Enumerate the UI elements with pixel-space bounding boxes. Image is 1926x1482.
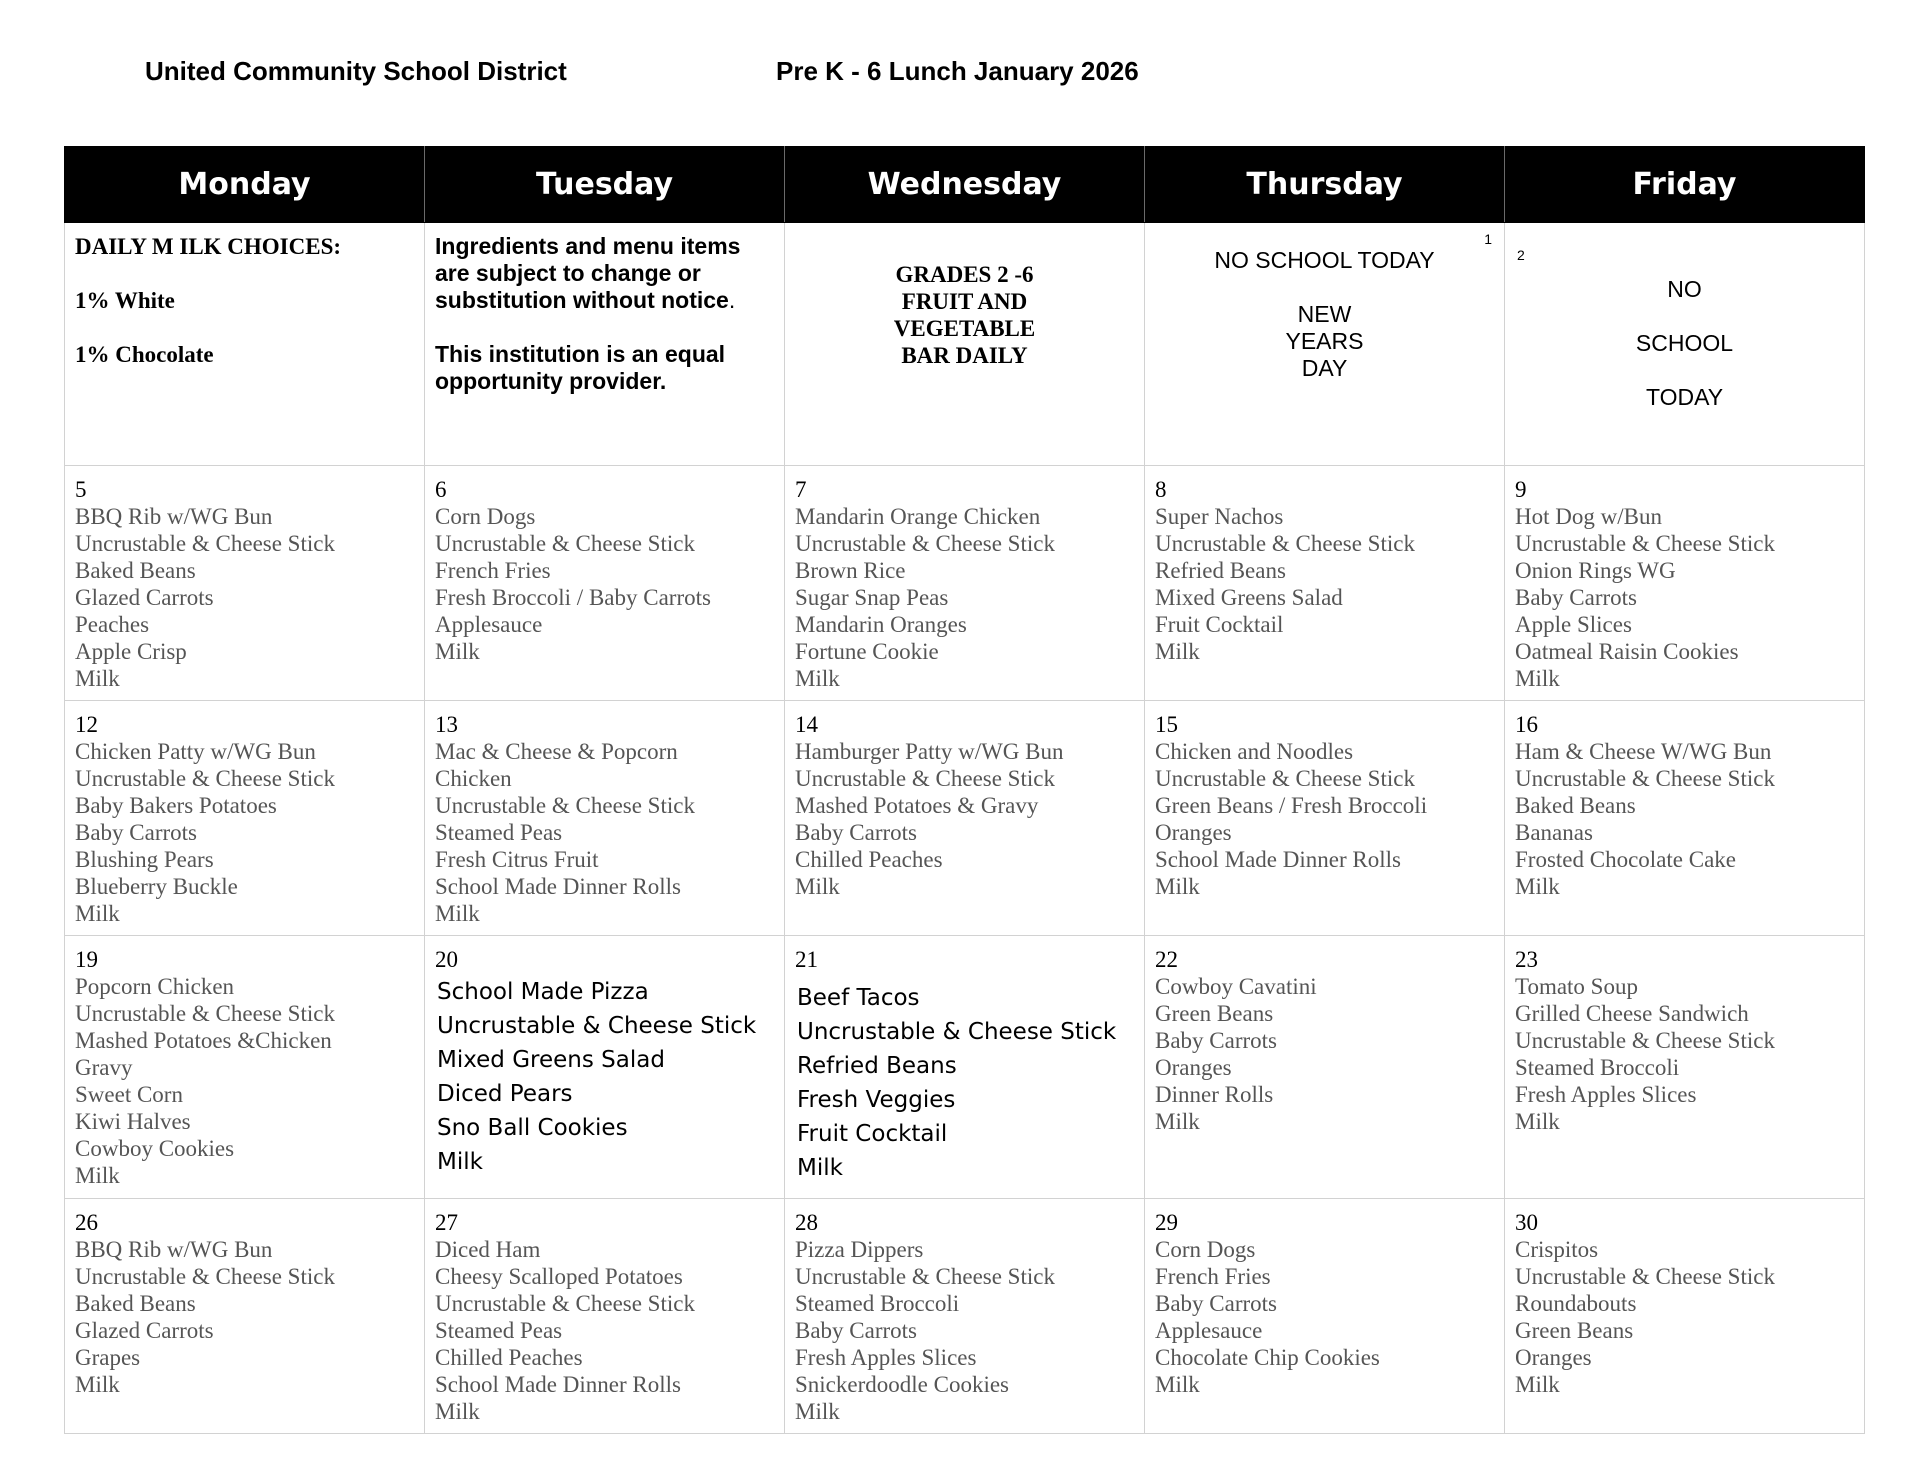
menu-item: Milk (75, 901, 120, 926)
menu-item: Milk (1155, 1109, 1200, 1134)
menu-item: Diced Ham (435, 1237, 541, 1262)
menu-item: Blueberry Buckle (75, 874, 238, 899)
menu-item: Glazed Carrots (75, 585, 214, 610)
day-number: 6 (435, 477, 447, 502)
menu-item: Uncrustable & Cheese Stick (75, 1001, 335, 1026)
menu-item: Sugar Snap Peas (795, 585, 949, 610)
menu-item: Apple Crisp (75, 639, 187, 664)
day-number: 30 (1515, 1210, 1538, 1235)
menu-item: Cowboy Cavatini (1155, 974, 1317, 999)
week-row (65, 1199, 1865, 1434)
menu-item: Uncrustable & Cheese Stick (797, 1019, 1117, 1045)
menu-item: Green Beans (1515, 1318, 1634, 1343)
day-cell (785, 936, 1145, 1199)
menu-item: Crispitos (1515, 1237, 1599, 1262)
menu-item: Refried Beans (1155, 558, 1286, 583)
notice-change (435, 233, 774, 314)
day-number: 23 (1515, 947, 1538, 972)
menu-item: Chicken and Noodles (1155, 739, 1354, 764)
menu-item: Uncrustable & Cheese Stick (435, 531, 695, 556)
menu-item: Refried Beans (797, 1053, 957, 1079)
day-number: 12 (75, 712, 98, 737)
menu-item: Uncrustable & Cheese Stick (1515, 766, 1775, 791)
menu-item: Gravy (75, 1055, 133, 1080)
menu-item: Milk (795, 1399, 840, 1424)
menu-item: Baby Carrots (75, 820, 198, 845)
menu-item: Mashed Potatoes & Gravy (795, 793, 1039, 818)
week-row (65, 701, 1865, 936)
day-number: 16 (1515, 712, 1538, 737)
menu-item: Super Nachos (1155, 504, 1284, 529)
menu-item: Blushing Pears (75, 847, 214, 872)
day-cell (1505, 701, 1865, 936)
menu-item: Milk (435, 1399, 480, 1424)
menu-item: Milk (1515, 874, 1560, 899)
day-cell (1505, 1199, 1865, 1434)
menu-item: Applesauce (435, 612, 543, 637)
menu-item: Grapes (75, 1345, 141, 1370)
weekday-header: Wednesday (785, 147, 1145, 223)
menu-item: Fruit Cocktail (797, 1121, 948, 1147)
no-school-text: NO SCHOOL TODAY (1214, 247, 1435, 273)
menu-item: Steamed Broccoli (1515, 1055, 1680, 1080)
notice-change-period: . (728, 287, 736, 313)
menu-item: Mandarin Oranges (795, 612, 967, 637)
day-number: 7 (795, 477, 807, 502)
day-number: 15 (1155, 712, 1178, 737)
milk-option: 1% White (75, 288, 175, 313)
day-cell (425, 466, 785, 701)
menu-item: Baby Carrots (1155, 1291, 1278, 1316)
menu-item: Uncrustable & Cheese Stick (435, 793, 695, 818)
day-cell (1145, 936, 1505, 1199)
day-cell (785, 701, 1145, 936)
day-number: 5 (75, 477, 87, 502)
menu-item: Kiwi Halves (75, 1109, 191, 1134)
notice-change-text: Ingredients and menu items are subject to change or substitution without notice (435, 233, 741, 313)
day-cell (65, 1199, 425, 1434)
no-school-line: TODAY (1645, 384, 1724, 410)
menu-item: Onion Rings WG (1515, 558, 1676, 583)
day-cell (425, 1199, 785, 1434)
day-number: 22 (1155, 947, 1178, 972)
menu-item: Chicken (435, 766, 512, 791)
day-number: 1 (1484, 231, 1492, 247)
menu-item: Diced Pears (437, 1081, 573, 1107)
menu-item: Frosted Chocolate Cake (1515, 847, 1737, 872)
menu-item: School Made Dinner Rolls (1155, 847, 1401, 872)
menu-item: School Made Dinner Rolls (435, 1372, 681, 1397)
menu-item: Baked Beans (75, 558, 196, 583)
menu-item: Peaches (75, 612, 150, 637)
weekday-header: Thursday (1145, 147, 1505, 223)
menu-item: French Fries (435, 558, 551, 583)
menu-item: Roundabouts (1515, 1291, 1637, 1316)
menu-item: School Made Dinner Rolls (435, 874, 681, 899)
menu-item: Uncrustable & Cheese Stick (75, 766, 335, 791)
menu-item: School Made Pizza (437, 979, 649, 1005)
grades-line: GRADES 2 -6 (895, 262, 1034, 287)
menu-item: Hot Dog w/Bun (1515, 504, 1662, 529)
menu-item: Uncrustable & Cheese Stick (795, 531, 1055, 556)
menu-item: Milk (75, 1372, 120, 1397)
day-cell (425, 936, 785, 1199)
menu-item: French Fries (1155, 1264, 1271, 1289)
menu-item: Milk (435, 901, 480, 926)
no-school-cell (1505, 223, 1865, 466)
menu-item: Steamed Broccoli (795, 1291, 960, 1316)
menu-item: Baby Carrots (1155, 1028, 1278, 1053)
menu-item: Uncrustable & Cheese Stick (1515, 1264, 1775, 1289)
day-cell (1145, 701, 1505, 936)
menu-item: Fresh Apples Slices (1515, 1082, 1697, 1107)
menu-item: Baked Beans (1515, 793, 1636, 818)
day-cell (1145, 466, 1505, 701)
menu-item: Corn Dogs (1155, 1237, 1256, 1262)
menu-item: Milk (435, 639, 480, 664)
day-number: 19 (75, 947, 98, 972)
menu-item: Uncrustable & Cheese Stick (1515, 531, 1775, 556)
weekday-header: Tuesday (425, 147, 785, 223)
menu-title: Pre K - 6 Lunch January 2026 (776, 56, 1139, 86)
notice-cell (425, 223, 785, 466)
menu-item: Grilled Cheese Sandwich (1515, 1001, 1749, 1026)
day-number: 2 (1517, 247, 1525, 263)
menu-item: Uncrustable & Cheese Stick (75, 531, 335, 556)
menu-item: Uncrustable & Cheese Stick (435, 1291, 695, 1316)
menu-item: Oatmeal Raisin Cookies (1515, 639, 1739, 664)
notice-equal-opportunity: This institution is an equal opportunity provider. (435, 341, 726, 394)
menu-item: Milk (1155, 1372, 1200, 1397)
day-number: 28 (795, 1210, 818, 1235)
week-row (65, 466, 1865, 701)
grades-line: BAR DAILY (901, 343, 1028, 368)
menu-item: Hamburger Patty w/WG Bun (795, 739, 1064, 764)
menu-item: Sweet Corn (75, 1082, 183, 1107)
menu-item: Mashed Potatoes &Chicken (75, 1028, 332, 1053)
menu-item: Ham & Cheese W/WG Bun (1515, 739, 1772, 764)
holiday-line: DAY (1301, 355, 1348, 381)
menu-item: Milk (1515, 1372, 1560, 1397)
menu-item: Milk (1155, 874, 1200, 899)
menu-item: Baby Carrots (795, 820, 918, 845)
menu-item: Cheesy Scalloped Potatoes (435, 1264, 683, 1289)
menu-item: Pizza Dippers (795, 1237, 924, 1262)
menu-item: Milk (797, 1155, 843, 1181)
day-number: 27 (435, 1210, 458, 1235)
day-number: 29 (1155, 1210, 1178, 1235)
menu-item: Milk (75, 1163, 120, 1188)
menu-item: Uncrustable & Cheese Stick (75, 1264, 335, 1289)
menu-item: Popcorn Chicken (75, 974, 235, 999)
menu-item: Corn Dogs (435, 504, 536, 529)
district-name: United Community School District (145, 56, 567, 86)
menu-item: Steamed Peas (435, 820, 563, 845)
menu-item: Bananas (1515, 820, 1593, 845)
lunch-calendar (64, 146, 1865, 1434)
day-number: 9 (1515, 477, 1527, 502)
weekday-header: Monday (65, 147, 425, 223)
day-cell (1505, 466, 1865, 701)
day-cell (425, 701, 785, 936)
no-school-line: NO (1667, 276, 1702, 302)
menu-item: BBQ Rib w/WG Bun (75, 1237, 273, 1262)
menu-item: Mac & Cheese & Popcorn (435, 739, 678, 764)
menu-item: Apple Slices (1515, 612, 1632, 637)
menu-item: Oranges (1515, 1345, 1592, 1370)
menu-item: Mixed Greens Salad (437, 1047, 665, 1073)
menu-item: Chocolate Chip Cookies (1155, 1345, 1380, 1370)
menu-item: Milk (1515, 1109, 1560, 1134)
menu-item: Uncrustable & Cheese Stick (1155, 766, 1415, 791)
menu-item: Fresh Veggies (797, 1087, 956, 1113)
menu-item: Mixed Greens Salad (1155, 585, 1343, 610)
menu-item: Uncrustable & Cheese Stick (795, 766, 1055, 791)
menu-item: Fresh Apples Slices (795, 1345, 977, 1370)
menu-item: Applesauce (1155, 1318, 1263, 1343)
menu-item: Oranges (1155, 1055, 1232, 1080)
menu-item: Milk (795, 874, 840, 899)
menu-item: Oranges (1155, 820, 1232, 845)
menu-item: Milk (75, 666, 120, 691)
day-cell (65, 936, 425, 1199)
day-number: 14 (795, 712, 818, 737)
menu-item: Chilled Peaches (795, 847, 943, 872)
day-cell (785, 466, 1145, 701)
milk-option: 1% Chocolate (75, 342, 214, 367)
menu-item: Green Beans (1155, 1001, 1274, 1026)
menu-item: Mandarin Orange Chicken (795, 504, 1041, 529)
milk-title: DAILY M ILK CHOICES: (75, 234, 342, 259)
grades-line: VEGETABLE (893, 316, 1036, 341)
menu-item: Milk (795, 666, 840, 691)
menu-item: Snickerdoodle Cookies (795, 1372, 1009, 1397)
menu-item: Baked Beans (75, 1291, 196, 1316)
day-number: 21 (795, 947, 818, 972)
holiday-line: NEW (1297, 301, 1352, 327)
menu-item: Fruit Cocktail (1155, 612, 1284, 637)
week-row (65, 936, 1865, 1199)
day-number: 20 (435, 947, 458, 972)
no-school-new-years-cell (1145, 223, 1505, 466)
holiday-line: YEARS (1285, 328, 1364, 354)
menu-item: Cowboy Cookies (75, 1136, 235, 1161)
day-cell (65, 701, 425, 936)
menu-item: Fortune Cookie (795, 639, 939, 664)
menu-item: Chilled Peaches (435, 1345, 583, 1370)
menu-item: Steamed Peas (435, 1318, 563, 1343)
menu-item: Fresh Broccoli / Baby Carrots (435, 585, 711, 610)
fruit-veg-bar-cell (785, 223, 1145, 466)
no-school-line: SCHOOL (1635, 330, 1734, 356)
milk-choices-cell (65, 223, 425, 466)
day-cell (65, 466, 425, 701)
menu-item: Beef Tacos (797, 985, 920, 1011)
menu-item: Tomato Soup (1515, 974, 1638, 999)
menu-item: Baby Carrots (1515, 585, 1638, 610)
day-number: 13 (435, 712, 458, 737)
menu-item: Milk (1515, 666, 1560, 691)
weekday-header-row (65, 147, 1865, 223)
day-cell (1505, 936, 1865, 1199)
menu-item: Uncrustable & Cheese Stick (1515, 1028, 1775, 1053)
menu-item: Sno Ball Cookies (437, 1115, 628, 1141)
menu-item: Glazed Carrots (75, 1318, 214, 1343)
menu-item: Milk (437, 1149, 483, 1175)
grades-line: FRUIT AND (901, 289, 1028, 314)
menu-item: Baby Bakers Potatoes (75, 793, 277, 818)
menu-item: BBQ Rib w/WG Bun (75, 504, 273, 529)
menu-item: Green Beans / Fresh Broccoli (1155, 793, 1428, 818)
weekday-header: Friday (1505, 147, 1865, 223)
menu-item: Brown Rice (795, 558, 906, 583)
day-cell (785, 1199, 1145, 1434)
menu-item: Uncrustable & Cheese Stick (795, 1264, 1055, 1289)
info-row (65, 223, 1865, 466)
menu-item: Fresh Citrus Fruit (435, 847, 599, 872)
day-cell (1145, 1199, 1505, 1434)
menu-item: Chicken Patty w/WG Bun (75, 739, 316, 764)
menu-item: Baby Carrots (795, 1318, 918, 1343)
menu-item: Milk (1155, 639, 1200, 664)
day-number: 8 (1155, 477, 1167, 502)
menu-item: Uncrustable & Cheese Stick (437, 1013, 757, 1039)
menu-item: Dinner Rolls (1155, 1082, 1274, 1107)
menu-item: Uncrustable & Cheese Stick (1155, 531, 1415, 556)
day-number: 26 (75, 1210, 98, 1235)
